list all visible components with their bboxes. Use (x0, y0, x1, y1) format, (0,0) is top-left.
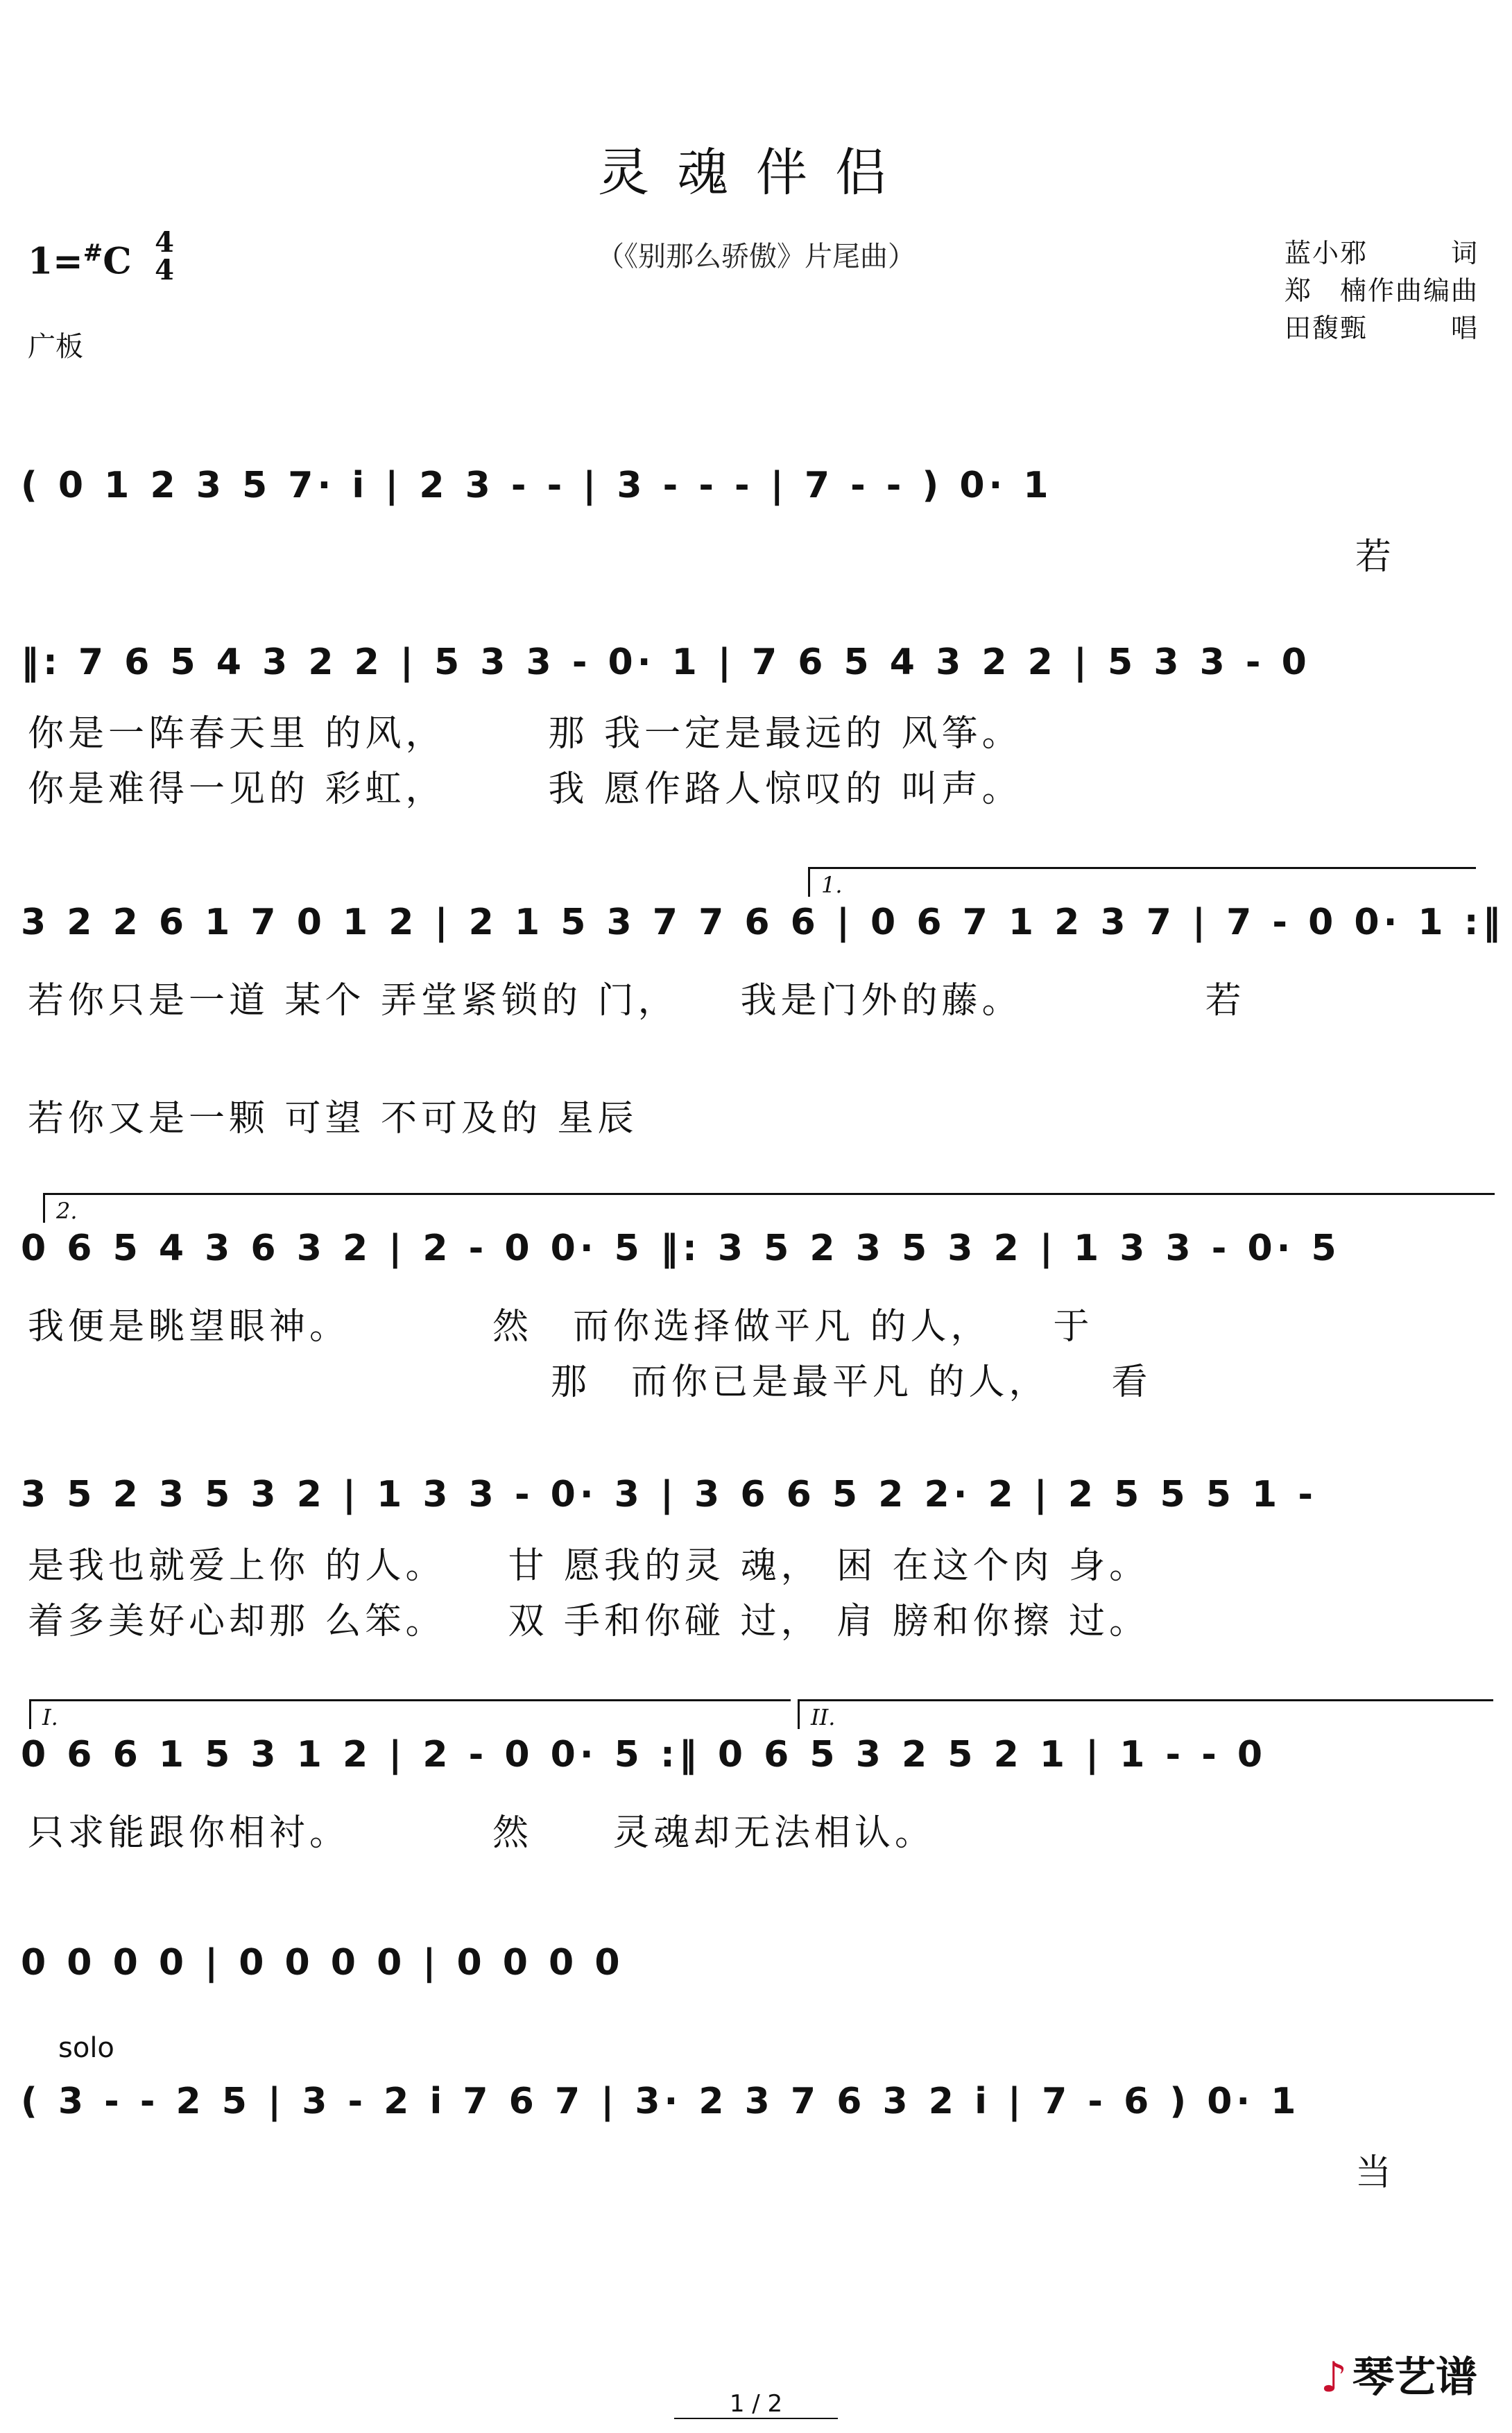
lyric-line: 若 (28, 536, 1396, 578)
notation-line: 3 5 2 3 5 3 2 | 1 3 3 - 0· 3 | 3 6 6 5 2 2· 2 | 2 5 5 5 1 - (21, 1474, 1317, 1515)
notation-line: ‖: 7 6 5 4 3 2 2 | 5 3 3 - 0· 1 | 7 6 5 4 3 2 2 | 5 3 3 - 0 (21, 642, 1311, 683)
time-signature (147, 226, 182, 286)
time-top: 4 (155, 226, 174, 259)
notation-line: ( 3 - - 2 5 | 3 - 2 i 7 6 7 | 3· 2 3 7 6 3 2 i | 7 - 6 ) 0· 1 (21, 2081, 1300, 2122)
credits (1285, 234, 1479, 347)
volta-bracket (808, 867, 1476, 897)
lyric-line: 若你只是一道 某个 弄堂紧锁的 门， 我是门外的藤。 若 (28, 980, 1246, 1022)
notation-line: 0 6 6 1 5 3 1 2 | 2 - 0 0· 5 :‖ 0 6 5 3 2 5 2 1 | 1 - - 0 (21, 1734, 1267, 1776)
notation-line: ( 0 1 2 3 5 7· i | 2 3 - - | 3 - - - | 7 - - ) 0· 1 (21, 465, 1053, 506)
volta-bracket (29, 1699, 791, 1729)
sharp-symbol: # (83, 239, 103, 267)
lyric-line: 着多美好心却那 么笨。 双 手和你碰 过， 肩 膀和你擦 过。 (28, 1601, 1150, 1642)
notation-line: 0 0 0 0 | 0 0 0 0 | 0 0 0 0 (21, 1942, 624, 1984)
lyric-line: 我便是眺望眼神。 然 而你选择做平凡 的人， 于 (28, 1306, 1094, 1348)
volta-bracket (43, 1193, 1495, 1223)
time-bottom: 4 (155, 254, 174, 286)
page-title: 灵魂伴侣 (598, 143, 914, 203)
logo-text: 琴艺谱 (1352, 2353, 1477, 2402)
lyric-line: 若你又是一颗 可望 不可及的 星辰 (28, 1098, 638, 1140)
key-prefix: 1= (28, 240, 83, 283)
lyric-line: 那 而你已是最平凡 的人， 看 (28, 1361, 1152, 1403)
lyric-line: 只求能跟你相衬。 然 灵魂却无法相认。 (28, 1812, 936, 1854)
volta-label: 2. (56, 1198, 78, 1224)
notation-line: 0 6 5 4 3 6 3 2 | 2 - 0 0· 5 ‖: 3 5 2 3 5 3 2 | 1 3 3 - 0· 5 (21, 1228, 1341, 1269)
lyric-line: 当 (28, 2152, 1396, 2194)
logo-icon: ♪ (1320, 2353, 1347, 2402)
subtitle: （《别那么骄傲》片尾曲） (596, 241, 916, 273)
key-signature (28, 239, 132, 282)
volta-label: I. (42, 1704, 58, 1730)
page-number-text: 1 / 2 (674, 2390, 838, 2419)
lyric-line: 你是难得一见的 彩虹， 我 愿作路人惊叹的 叫声。 (28, 768, 1022, 810)
lyric-line: 是我也就爱上你 的人。 甘 愿我的灵 魂， 困 在这个肉 身。 (28, 1545, 1150, 1587)
volta-bracket (798, 1699, 1493, 1729)
notation-line: 3 2 2 6 1 7 0 1 2 | 2 1 5 3 7 7 6 6 | 0 6 7 1 2 3 7 | 7 - 0 0· 1 :‖ (21, 902, 1505, 943)
tempo-marking: 广板 (28, 331, 83, 363)
page-number (0, 2390, 1512, 2418)
credit-composer: 郑 楠作曲编曲 (1284, 275, 1479, 306)
credit-singer: 田馥甄 唱 (1284, 313, 1479, 343)
volta-label: 1. (821, 872, 843, 898)
solo-label: solo (58, 2032, 114, 2064)
volta-label: II. (811, 1704, 836, 1730)
lyric-line: 你是一阵春天里 的风， 那 我一定是最远的 风筝。 (28, 713, 1022, 755)
key-note: C (103, 240, 132, 283)
credit-lyricist: 蓝小邪 词 (1284, 238, 1479, 268)
